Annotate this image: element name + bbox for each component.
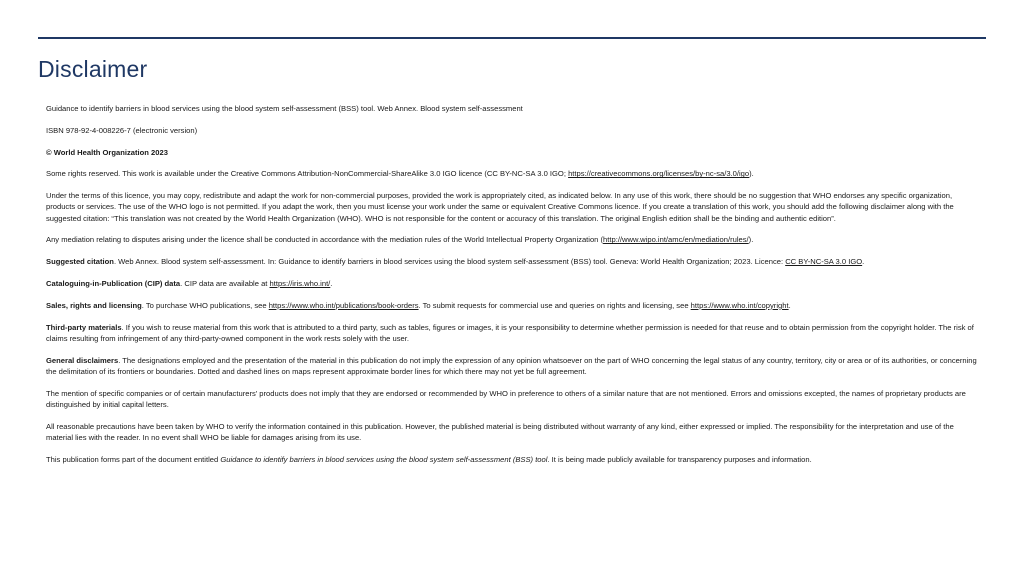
copyright-paragraph: © World Health Organization 2023	[46, 147, 168, 157]
book-orders-link[interactable]: https://www.who.int/publications/book-orders	[268, 300, 419, 310]
sales-paragraph	[46, 300, 980, 311]
page-title: Disclaimer	[38, 56, 148, 82]
sales-label: Sales, rights and licensing	[46, 300, 142, 310]
third-party-label: Third-party materials	[46, 322, 122, 332]
sales-text-mid: . To submit requests for commercial use and queries on rights and licensing, see	[418, 300, 691, 310]
sales-text: . To purchase WHO publications, see	[141, 300, 269, 310]
rights-text-end: ).	[749, 169, 754, 179]
mediation-text: Any mediation relating to disputes arising under the licence shall be conducted in accordance with the mediation rules of the World Intellectual Property Organization (	[46, 235, 604, 245]
sales-text-end: .	[788, 300, 791, 310]
wipo-mediation-link[interactable]: http://www.wipo.int/amc/en/mediation/rules/	[603, 235, 749, 245]
forms-text-end: . It is being made publicly available for transparency purposes and information.	[547, 454, 812, 464]
mediation-paragraph	[46, 234, 980, 245]
guidance-paragraph: Guidance to identify barriers in blood services using the blood system self-assessment (BSS) tool. Web Annex. Blood system self-assessment	[46, 104, 523, 113]
document-title: Guidance to identify barriers in blood services using the blood system self-assessment (BSS) tool	[220, 454, 548, 464]
citation-paragraph	[46, 256, 980, 267]
header-rule	[38, 37, 986, 39]
iris-link[interactable]: https://iris.who.int/	[269, 278, 331, 288]
cip-paragraph	[46, 278, 980, 289]
cip-text-end: .	[330, 278, 333, 288]
rights-text: Some rights reserved. This work is available under the Creative Commons Attribution-NonCommercial-ShareAlike 3.0 IGO licence (CC BY-NC-SA 3.0 IGO;	[46, 169, 569, 179]
forms-text: This publication forms part of the document entitled	[46, 454, 221, 464]
isbn-paragraph: ISBN 978-92-4-008226-7 (electronic version)	[46, 125, 198, 135]
disclaimer-body	[46, 103, 980, 475]
citation-text-end: .	[862, 257, 865, 267]
cip-label: Cataloguing-in-Publication (CIP) data	[46, 278, 181, 288]
terms-paragraph: Under the terms of this licence, you may copy, redistribute and adapt the work for non-commercial purposes, provided the work is appropriately cited, as indicated below. In any use of this work, there should be no suggestion that WHO endorses any specific organization, products or services. The use of the WHO logo is not permitted. If you adapt the work, then you must license your work under the same or equivalent Creative Commons licence. If you create a translation of this work, you should add the following disclaimer along with the suggested citation: “This translation was not created by the World Health Organization (WHO). WHO is not responsible for the content or accuracy of this translation. The original English edition shall be the binding and authentic edition”.	[46, 191, 954, 223]
forms-part-paragraph	[46, 454, 980, 465]
mention-paragraph: The mention of specific companies or of certain manufacturers’ products does not imply that they are endorsed or recommended by WHO in preference to others of a similar nature that are not mentioned. Errors and omissions excepted, the names of proprietary products are distinguished by initial capital letters.	[46, 388, 966, 409]
copyright-link[interactable]: https://www.who.int/copyright	[690, 300, 789, 310]
general-disclaimers-label: General disclaimers	[46, 355, 119, 365]
third-party-paragraph	[46, 322, 980, 344]
cip-text: . CIP data are available at	[180, 278, 270, 288]
citation-label: Suggested citation	[46, 257, 114, 267]
licence-link[interactable]: CC BY-NC-SA 3.0 IGO	[785, 257, 863, 267]
creative-commons-link[interactable]: https://creativecommons.org/licenses/by-nc-sa/3.0/igo	[568, 169, 750, 179]
rights-paragraph	[46, 168, 980, 179]
citation-text: . Web Annex. Blood system self-assessment. In: Guidance to identify barriers in blood services using the blood system self-assessment (BSS) tool. Geneva: World Health Organization; 2023. Licence:	[113, 257, 786, 267]
general-disclaimers-text: . The designations employed and the presentation of the material in this publication do not imply the expression of any opinion whatsoever on the part of WHO concerning the legal status of any country, territory, city or area or of its authorities, or concerning the delimitation of its frontiers or boundaries. Dotted and dashed lines on maps represent approximate border lines for which there may not yet be full agreement.	[46, 355, 977, 376]
precautions-paragraph: All reasonable precautions have been taken by WHO to verify the information contained in this publication. However, the published material is being distributed without warranty of any kind, either expressed or implied. The responsibility for the interpretation and use of the material lies with the reader. In no event shall WHO be liable for damages arising from its use.	[46, 421, 954, 442]
general-disclaimers-paragraph	[46, 355, 980, 377]
mediation-text-end: ).	[748, 235, 754, 245]
third-party-text: . If you wish to reuse material from this work that is attributed to a third party, such as tables, figures or images, it is your responsibility to determine whether permission is needed for that reuse and to obtain permission from the copyright holder. The risk of claims resulting from infringement of any third-party-owned component in the work rests solely with the user.	[46, 322, 974, 343]
